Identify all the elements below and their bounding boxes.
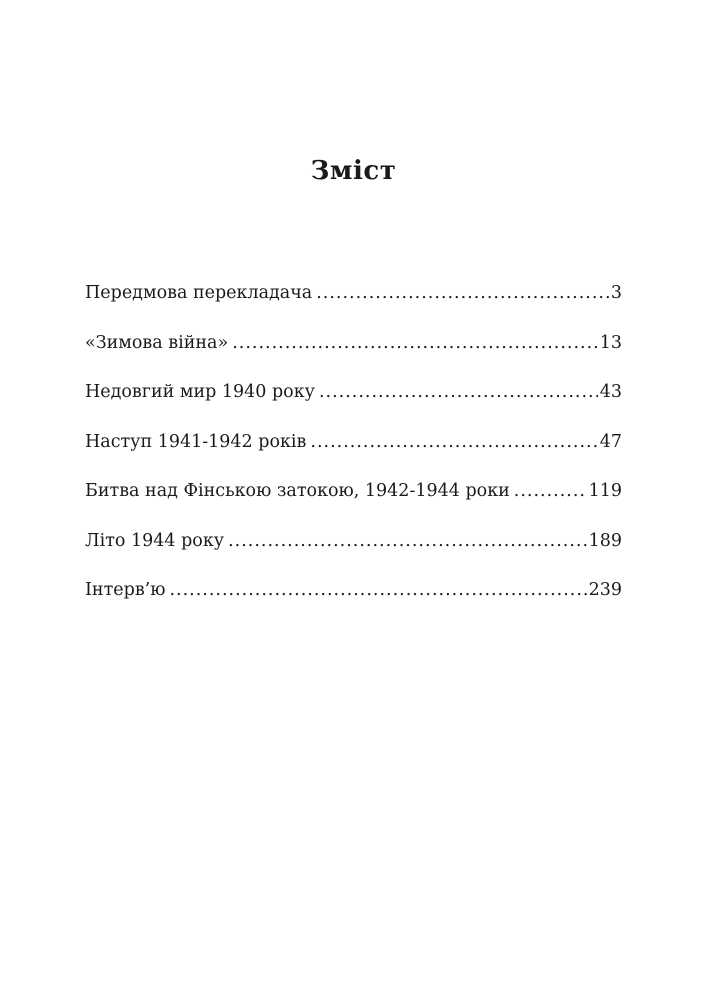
- toc-dot-leader: [319, 377, 598, 407]
- toc-page-number: 239: [588, 580, 622, 600]
- toc-entry[interactable]: [85, 526, 622, 576]
- page-title: Зміст: [310, 156, 397, 186]
- toc-entry-label: Битва над Фінською затокою, 1942-1944 роки: [85, 481, 510, 501]
- toc-entry[interactable]: [85, 377, 622, 427]
- toc-entry[interactable]: [85, 575, 622, 625]
- toc-page-number: 47: [599, 431, 622, 452]
- toc-dot-leader: [316, 278, 609, 308]
- toc-entry[interactable]: [85, 328, 622, 378]
- toc-dot-leader: [514, 476, 587, 506]
- toc-dot-leader: [169, 575, 586, 605]
- toc-page-number: 13: [599, 332, 622, 353]
- toc-entry-label: «Зимова війна»: [85, 332, 229, 353]
- toc-entry[interactable]: [85, 278, 622, 328]
- toc-page-number: 189: [588, 530, 622, 551]
- toc-dot-leader: [310, 427, 597, 457]
- table-of-contents: [85, 278, 622, 625]
- toc-entry[interactable]: [85, 476, 622, 526]
- toc-page-number: 119: [588, 481, 622, 501]
- toc-dot-leader: [228, 526, 587, 556]
- toc-entry-label: Передмова перекладача: [85, 283, 313, 303]
- toc-entry-label: Інтерв’ю: [85, 580, 166, 600]
- toc-entry-label: Літо 1944 року: [85, 530, 225, 551]
- toc-entry[interactable]: [85, 427, 622, 477]
- toc-page-number: 43: [599, 382, 622, 402]
- toc-entry-label: Недовгий мир 1940 року: [85, 382, 315, 402]
- toc-entry-label: Наступ 1941-1942 років: [85, 431, 307, 452]
- toc-page-number: 3: [610, 283, 622, 303]
- toc-dot-leader: [232, 328, 598, 358]
